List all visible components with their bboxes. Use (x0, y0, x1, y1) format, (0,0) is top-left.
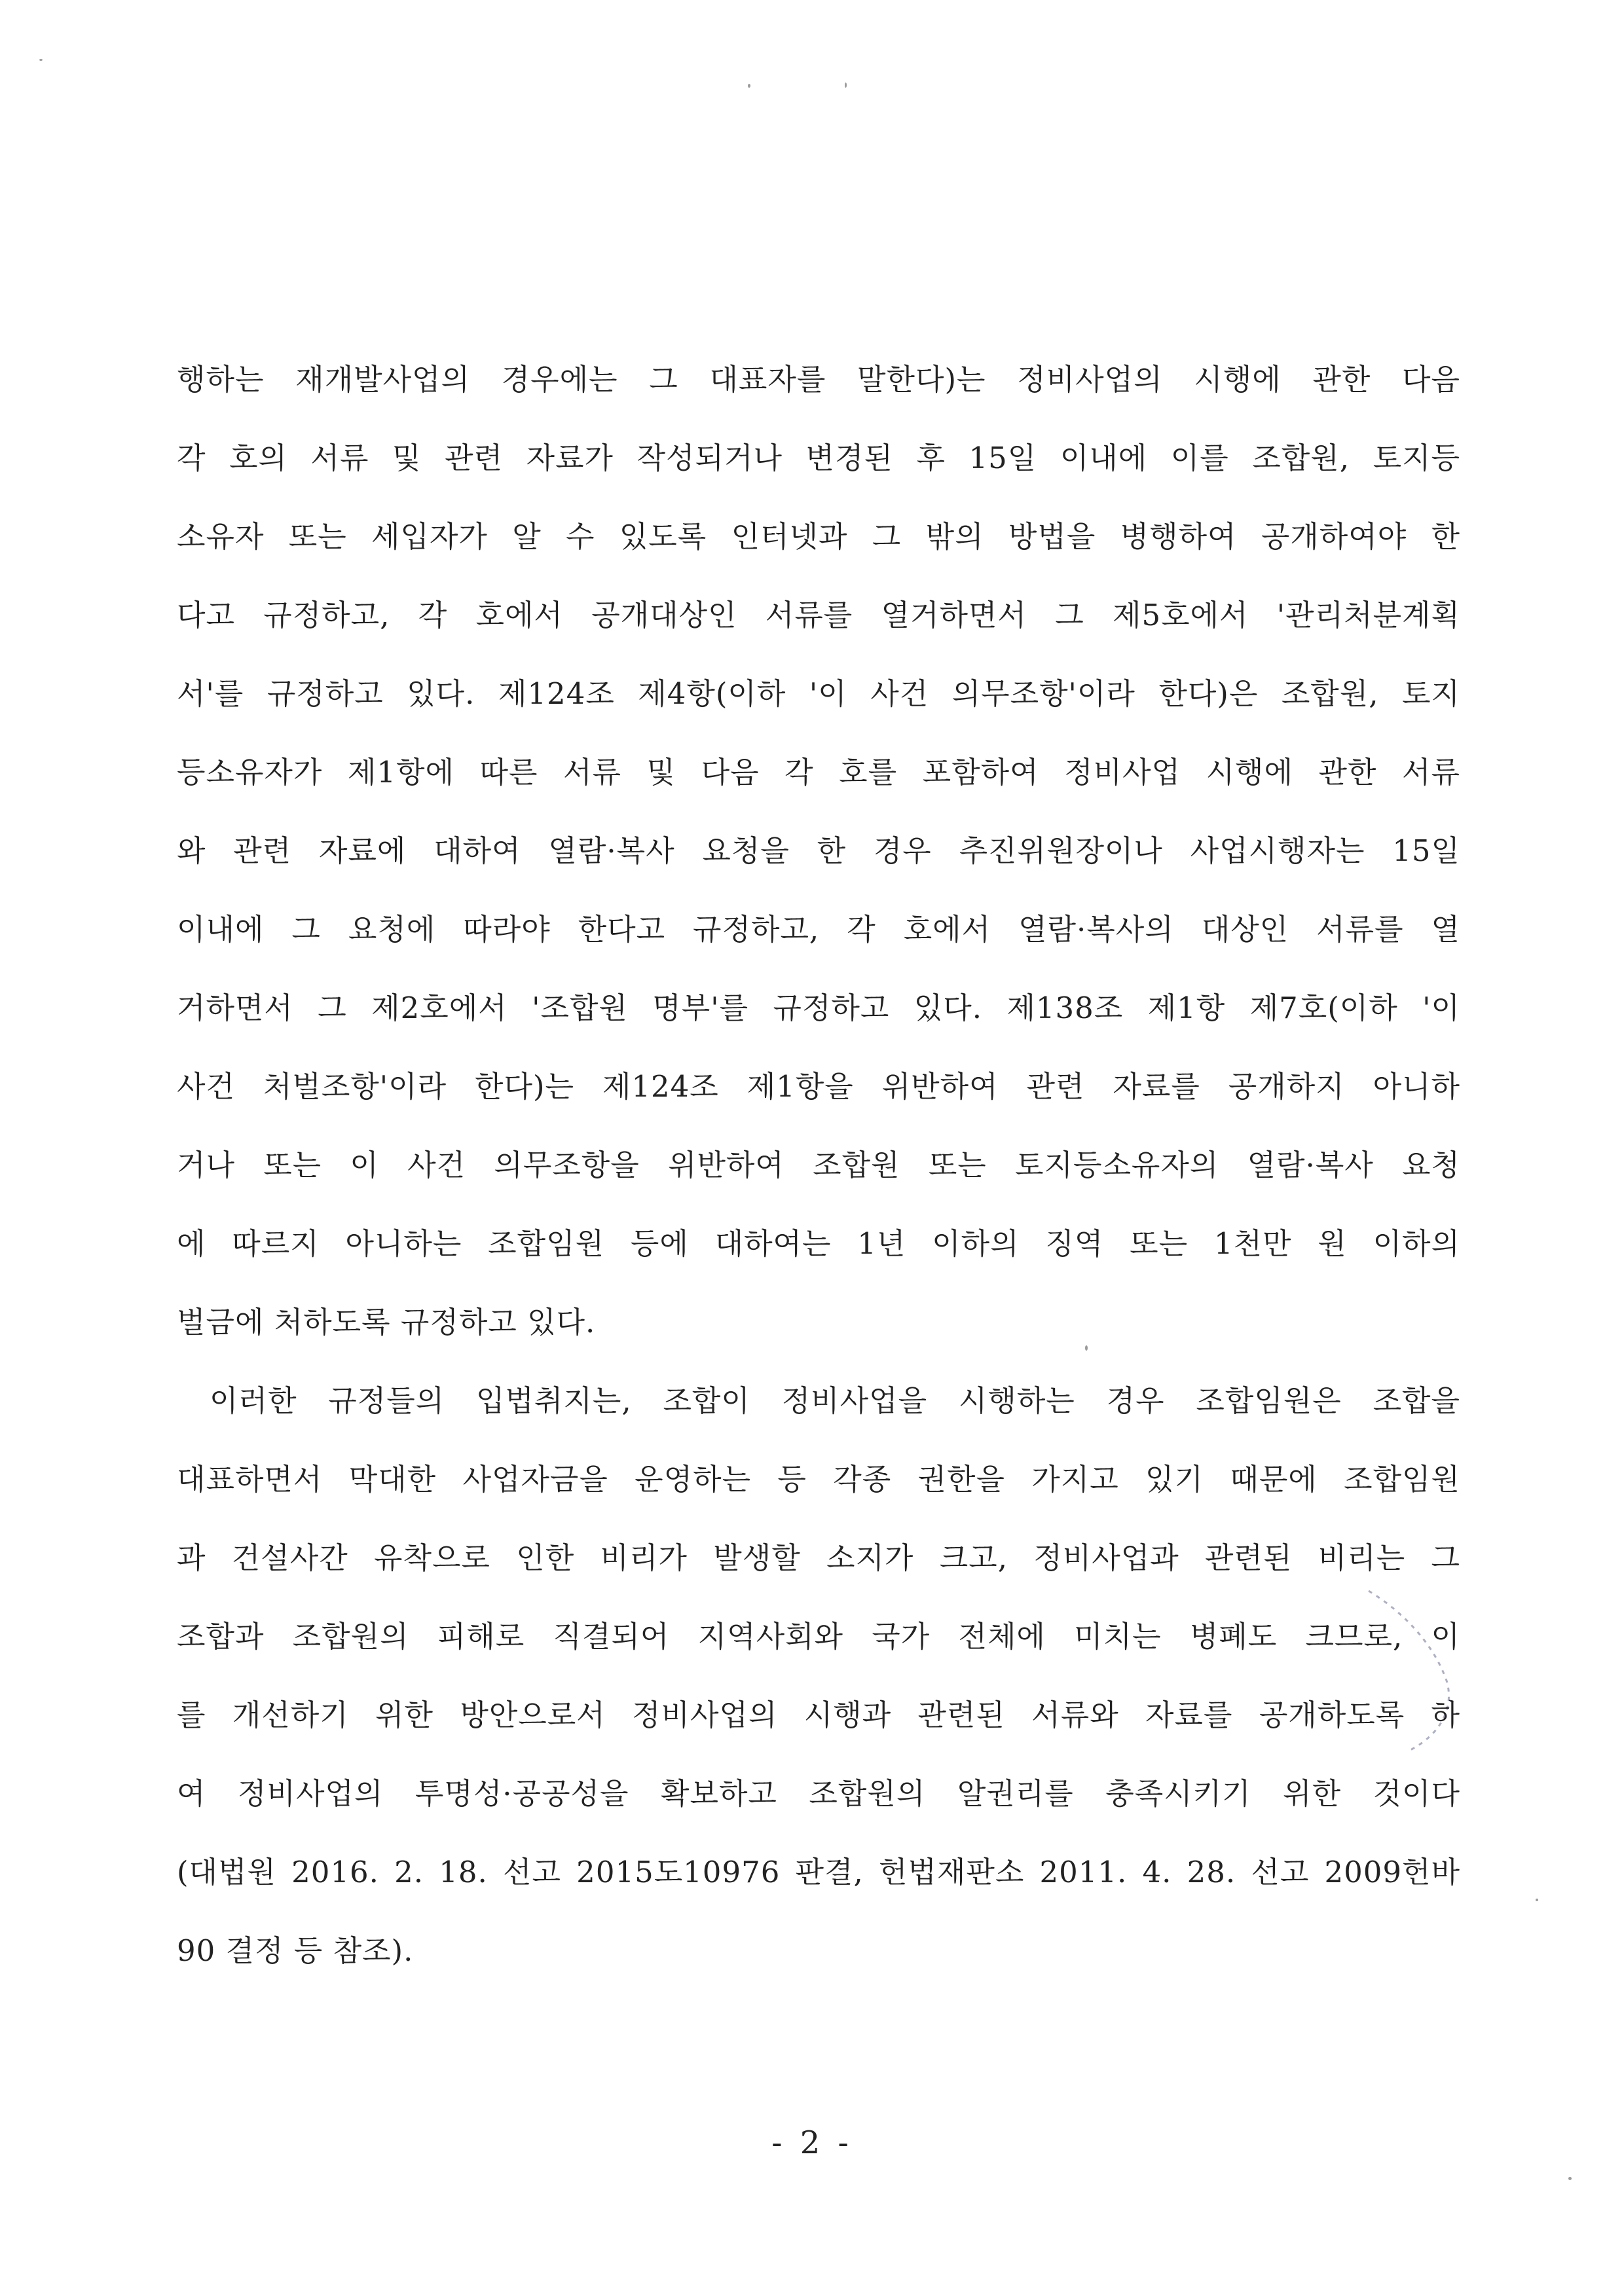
paragraph-2 (177, 1362, 1460, 1990)
text-line: 대표하면서 막대한 사업자금을 운영하는 등 각종 권한을 가지고 있기 때문에 조합임원 (177, 1462, 1460, 1497)
text-line: 거하면서 그 제2호에서 '조합원 명부'를 규정하고 있다. 제138조 제1항 제7호(이하 '이 (177, 991, 1460, 1025)
text-line: 이내에 그 요청에 따라야 한다고 규정하고, 각 호에서 열람·복사의 대상인 서류를 열 (177, 912, 1460, 947)
scan-speck (1568, 2177, 1572, 2180)
text-line: 행하는 재개발사업의 경우에는 그 대표자를 말한다)는 정비사업의 시행에 관한 다음 (177, 362, 1460, 397)
text-line: 여 정비사업의 투명성·공공성을 확보하고 조합원의 알권리를 충족시키기 위한 것이다 (177, 1776, 1460, 1811)
text-line: 서'를 규정하고 있다. 제124조 제4항(이하 '이 사건 의무조항'이라 한다)은 조합원, 토지 (177, 676, 1460, 711)
text-line: 를 개선하기 위한 방안으로서 정비사업의 시행과 관련된 서류와 자료를 공개하도록 하 (177, 1698, 1460, 1732)
text-line: 와 관련 자료에 대하여 열람·복사 요청을 한 경우 추진위원장이나 사업시행자는 15일 (177, 833, 1460, 868)
text-line: 거나 또는 이 사건 의무조항을 위반하여 조합원 또는 토지등소유자의 열람·복사 요청 (177, 1148, 1460, 1182)
page-number: - 2 - (771, 2124, 853, 2161)
text-line: 등소유자가 제1항에 따른 서류 및 다음 각 호를 포함하여 정비사업 시행에 관한 서류 (177, 755, 1460, 790)
text-line: 사건 처벌조항'이라 한다)는 제124조 제1항을 위반하여 관련 자료를 공개하지 아니하 (177, 1069, 1460, 1104)
text-line: 이러한 규정들의 입법취지는, 조합이 정비사업을 시행하는 경우 조합임원은 조합을 (210, 1383, 1460, 1418)
text-line: 각 호의 서류 및 관련 자료가 작성되거나 변경된 후 15일 이내에 이를 조합원, 토지등 (177, 441, 1460, 475)
text-line: 벌금에 처하도록 규정하고 있다. (177, 1305, 596, 1339)
scan-speck (845, 82, 847, 88)
text-line: (대법원 2016. 2. 18. 선고 2015도10976 판결, 헌법재판소 2011. 4. 28. 선고 2009헌바 (177, 1855, 1460, 1889)
text-line: 90 결정 등 참조). (177, 1933, 414, 1968)
text-line: 다고 규정하고, 각 호에서 공개대상인 서류를 열거하면서 그 제5호에서 '관리처분계획 (177, 598, 1460, 632)
text-line: 소유자 또는 세입자가 알 수 있도록 인터넷과 그 밖의 방법을 병행하여 공개하여야 한 (177, 519, 1460, 554)
paragraph-1 (177, 340, 1460, 1362)
scan-speck (1536, 1899, 1538, 1901)
scan-speck (748, 84, 750, 88)
text-line: 에 따르지 아니하는 조합임원 등에 대하여는 1년 이하의 징역 또는 1천만 원 이하의 (177, 1226, 1460, 1261)
document-body (177, 340, 1460, 1990)
scan-speck (39, 59, 43, 61)
text-line: 과 건설사간 유착으로 인한 비리가 발생할 소지가 크고, 정비사업과 관련된 비리는 그 (177, 1540, 1460, 1575)
text-line: 조합과 조합원의 피해로 직결되어 지역사회와 국가 전체에 미치는 병폐도 크므로, 이 (177, 1619, 1460, 1654)
